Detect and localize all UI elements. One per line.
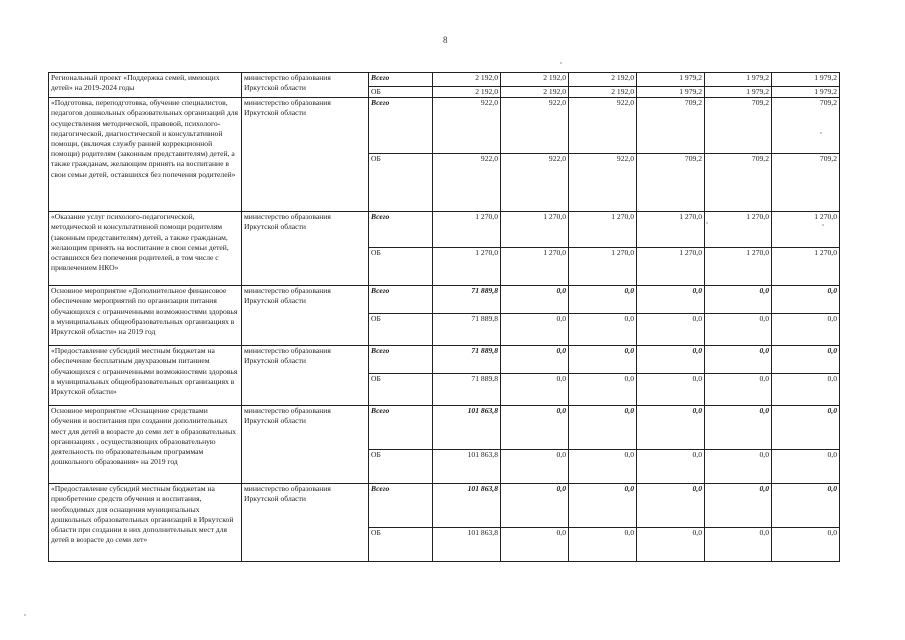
funding-source: ОБ [369,314,433,346]
amount-cell: 0,0 [569,346,637,374]
amount-cell: 101 863,8 [433,484,501,528]
amount-cell: 922,0 [433,154,501,212]
amount-cell: 71 889,8 [433,346,501,374]
amount-cell: 1 270,0 [433,212,501,248]
page-number: 8 [443,35,448,45]
amount-cell: 2 192,0 [501,73,569,87]
amount-cell: 1 270,0 [569,212,637,248]
funding-source: ОБ [369,374,433,406]
funding-source: Всего [369,286,433,314]
amount-cell: 71 889,8 [433,314,501,346]
responsible-org: министерство образования Иркутской области [242,212,369,286]
responsible-org: министерство образования Иркутской области [242,286,369,346]
amount-cell: 0,0 [705,374,772,406]
amount-cell: 1 270,0 [705,212,772,248]
amount-cell: 0,0 [569,374,637,406]
responsible-org: министерство образования Иркутской области [242,346,369,406]
amount-cell: 1 270,0 [501,248,569,286]
budget-table [48,72,840,562]
amount-cell: 0,0 [569,528,637,562]
amount-cell: 1 979,2 [772,73,840,87]
amount-cell: 922,0 [501,154,569,212]
amount-cell: 0,0 [705,484,772,528]
amount-cell: 922,0 [569,154,637,212]
table-row [49,98,840,154]
amount-cell: 0,0 [501,314,569,346]
measure-name: Региональный проект «Поддержка семей, имеющих детей» на 2019-2024 годы [49,73,242,98]
amount-cell: 0,0 [705,314,772,346]
scan-speck [24,614,26,616]
amount-cell: 2 192,0 [433,73,501,87]
amount-cell: 709,2 [637,98,705,154]
amount-cell: 0,0 [637,286,705,314]
amount-cell: 0,0 [772,286,840,314]
amount-cell: 1 270,0 [637,212,705,248]
scan-speck [560,62,562,64]
responsible-org: министерство образования Иркутской области [242,98,369,212]
amount-cell: 0,0 [637,528,705,562]
measure-name: «Предоставление субсидий местным бюджетам на приобретение средств обучения и воспитания, необходимых для оснащения муниципальных дошкольных образовательных организаций в Иркутской области при создании в них дополнительных мест для детей в возрасте до семи лет» [49,484,242,562]
responsible-org: министерство образования Иркутской области [242,406,369,484]
amount-cell: 0,0 [637,450,705,484]
funding-source: ОБ [369,450,433,484]
amount-cell: 0,0 [501,286,569,314]
amount-cell: 0,0 [772,374,840,406]
amount-cell: 0,0 [501,346,569,374]
amount-cell: 0,0 [772,528,840,562]
table-row [49,346,840,374]
measure-name: «Подготовка, переподготовка, обучение специалистов, педагогов дошкольных образовательных организаций для осуществления методической, правовой, психолого-педагогической, диагностической и консультативной помощи, (включая службу ранней коррекционной помощи) родителям (законным представителям) детей, а также гражданам, желающим принять на воспитание в свои семьи детей, оставшихся без попечения родителей» [49,98,242,212]
amount-cell: 0,0 [637,374,705,406]
amount-cell: 0,0 [637,314,705,346]
amount-cell: 2 192,0 [433,87,501,98]
measure-name: «Предоставление субсидий местным бюджетам на обеспечение бесплатным двухразовым питанием обучающихся с ограниченными возможностями здоровья в муниципальных общеобразовательных организациях в Иркутской области» [49,346,242,406]
amount-cell: 1 979,2 [705,87,772,98]
funding-source: ОБ [369,154,433,212]
table-row [49,286,840,314]
amount-cell: 0,0 [569,484,637,528]
amount-cell: 0,0 [705,528,772,562]
amount-cell: 0,0 [637,346,705,374]
funding-source: Всего [369,484,433,528]
amount-cell: 2 192,0 [501,87,569,98]
amount-cell: 1 270,0 [772,212,840,248]
amount-cell: 101 863,8 [433,406,501,450]
amount-cell: 2 192,0 [569,73,637,87]
amount-cell: 0,0 [772,450,840,484]
amount-cell: 0,0 [569,450,637,484]
amount-cell: 922,0 [501,98,569,154]
measure-name: Основное мероприятие «Оснащение средствами обучения и воспитания при создании дополнительных мест для детей в возрасте до семи лет в образовательных организациях , осуществляющих образовательную деятельность по образовательным программам дошкольного образования» на 2019 год [49,406,242,484]
table-row [49,484,840,528]
amount-cell: 0,0 [501,484,569,528]
amount-cell: 0,0 [569,406,637,450]
amount-cell: 1 979,2 [772,87,840,98]
amount-cell: 1 979,2 [637,87,705,98]
amount-cell: 0,0 [501,374,569,406]
amount-cell: 0,0 [772,484,840,528]
funding-source: ОБ [369,248,433,286]
amount-cell: 709,2 [772,98,840,154]
amount-cell: 0,0 [705,406,772,450]
amount-cell: 0,0 [569,286,637,314]
measure-name: «Оказание услуг психолого-педагогической, методической и консультативной помощи родителям (законным представителям) детей, а также гражданам, желающим принять на воспитание в свои семьи детей, оставшихся без попечения родителей, в том числе с привлечением НКО» [49,212,242,286]
amount-cell: 0,0 [637,406,705,450]
amount-cell: 1 270,0 [569,248,637,286]
funding-source: ОБ [369,87,433,98]
funding-source: Всего [369,98,433,154]
amount-cell: 0,0 [772,346,840,374]
funding-source: Всего [369,346,433,374]
amount-cell: 0,0 [501,450,569,484]
amount-cell: 922,0 [433,98,501,154]
amount-cell: 0,0 [501,528,569,562]
amount-cell: 2 192,0 [569,87,637,98]
measure-name: Основное мероприятие «Дополнительное финансовое обеспечение мероприятий по организации питания обучающихся с ограниченными возможностями здоровья в муниципальных общеобразовательных организациях в Иркутской области» на 2019 год [49,286,242,346]
amount-cell: 0,0 [637,484,705,528]
funding-source: Всего [369,212,433,248]
funding-source: Всего [369,406,433,450]
amount-cell: 0,0 [501,406,569,450]
amount-cell: 1 270,0 [433,248,501,286]
amount-cell: 0,0 [705,286,772,314]
amount-cell: 0,0 [705,346,772,374]
amount-cell: 0,0 [772,314,840,346]
amount-cell: 101 863,8 [433,528,501,562]
amount-cell: 1 270,0 [501,212,569,248]
amount-cell: 71 889,8 [433,286,501,314]
amount-cell: 709,2 [705,98,772,154]
funding-source: ОБ [369,528,433,562]
amount-cell: 101 863,8 [433,450,501,484]
amount-cell: 1 979,2 [637,73,705,87]
amount-cell: 0,0 [569,314,637,346]
amount-cell: 1 270,0 [637,248,705,286]
amount-cell: 709,2 [637,154,705,212]
table-row [49,406,840,450]
amount-cell: 71 889,8 [433,374,501,406]
amount-cell: 0,0 [772,406,840,450]
responsible-org: министерство образования Иркутской области [242,73,369,98]
amount-cell: 1 270,0 [772,248,840,286]
responsible-org: министерство образования Иркутской области [242,484,369,562]
amount-cell: 0,0 [705,450,772,484]
amount-cell: 922,0 [569,98,637,154]
amount-cell: 1 270,0 [705,248,772,286]
amount-cell: 1 979,2 [705,73,772,87]
amount-cell: 709,2 [772,154,840,212]
table-row [49,212,840,248]
amount-cell: 709,2 [705,154,772,212]
funding-source: Всего [369,73,433,87]
table-row [49,73,840,87]
